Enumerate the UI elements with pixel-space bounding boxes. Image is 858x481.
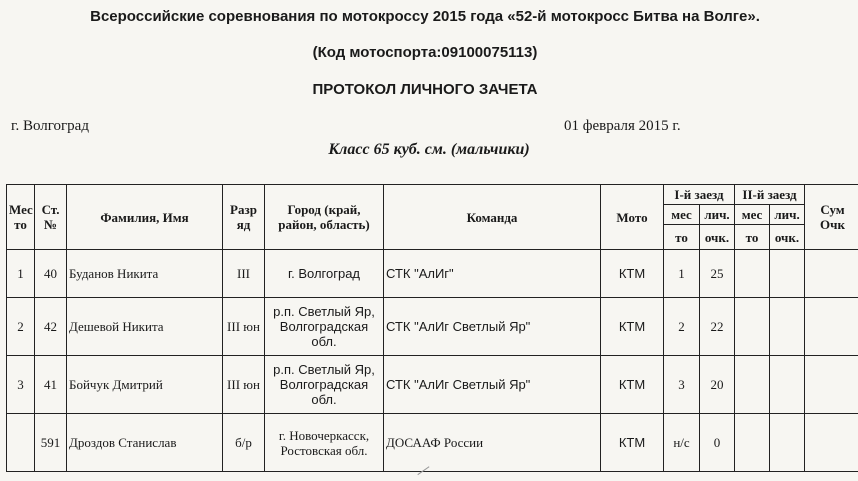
- cell-moto: КТМ: [601, 298, 664, 356]
- cell-city: г. Волгоград: [265, 250, 384, 298]
- cell-bib: 591: [35, 414, 67, 472]
- table-header: [7, 185, 858, 250]
- cell-moto: КТМ: [601, 250, 664, 298]
- cell-r2-points: [770, 356, 805, 414]
- cell-bib: 42: [35, 298, 67, 356]
- protocol-heading: ПРОТОКОЛ ЛИЧНОГО ЗАЧЕТА: [312, 81, 538, 98]
- cell-name: Дешевой Никита: [67, 298, 223, 356]
- cell-rank: III юн: [223, 298, 265, 356]
- cell-name: Буданов Никита: [67, 250, 223, 298]
- cell-team: ДОСААФ России: [384, 414, 601, 472]
- cell-r2-points: [770, 298, 805, 356]
- cell-sum: [805, 414, 858, 472]
- cell-r2-place: [735, 414, 770, 472]
- cell-place: 2: [7, 298, 35, 356]
- table-row: [7, 250, 858, 298]
- results-table: [6, 184, 858, 472]
- col-race-2-points-2: очк.: [770, 225, 805, 250]
- cell-r1-points: 22: [700, 298, 735, 356]
- document-title: Всероссийские соревнования по мотокроссу 2015 года «52-й мотокросс Битва на Волге».: [90, 8, 760, 25]
- col-race-2-place-2: то: [735, 225, 770, 250]
- cell-team: СТК "АлИг Светлый Яр": [384, 356, 601, 414]
- cell-sum: [805, 298, 858, 356]
- cell-r1-place: 3: [664, 356, 700, 414]
- cell-r2-place: [735, 250, 770, 298]
- col-moto: Мото: [601, 185, 664, 250]
- cell-bib: 41: [35, 356, 67, 414]
- cell-r2-place: [735, 298, 770, 356]
- cell-r1-place: 2: [664, 298, 700, 356]
- cell-place: 1: [7, 250, 35, 298]
- cell-r1-points: 0: [700, 414, 735, 472]
- col-race-1-place-2: то: [664, 225, 700, 250]
- cell-place: 3: [7, 356, 35, 414]
- cell-city: р.п. Светлый Яр, Волгоградская обл.: [265, 298, 384, 356]
- col-bib: Ст. №: [35, 185, 67, 250]
- cell-moto: КТМ: [601, 414, 664, 472]
- table-row: [7, 414, 858, 472]
- cell-r1-place: н/с: [664, 414, 700, 472]
- cell-team: СТК "АлИг Светлый Яр": [384, 298, 601, 356]
- col-city: Город (край, район, область): [265, 185, 384, 250]
- event-date: 01 февраля 2015 г.: [564, 118, 681, 134]
- cell-rank: б/р: [223, 414, 265, 472]
- cell-rank: III: [223, 250, 265, 298]
- cell-r1-place: 1: [664, 250, 700, 298]
- col-rank: Разр яд: [223, 185, 265, 250]
- cell-r1-points: 25: [700, 250, 735, 298]
- col-race-1-points: лич.: [700, 205, 735, 225]
- col-race-2-place: мес: [735, 205, 770, 225]
- sport-code: (Код мотоспорта:09100075113): [312, 44, 538, 61]
- cell-city: г. Новочеркасск, Ростовская обл.: [265, 414, 384, 472]
- cell-sum: [805, 250, 858, 298]
- class-title: Класс 65 куб. см. (мальчики): [328, 141, 530, 158]
- cell-r2-points: [770, 250, 805, 298]
- cell-team: СТК "АлИг": [384, 250, 601, 298]
- col-name: Фамилия, Имя: [67, 185, 223, 250]
- cell-city: р.п. Светлый Яр, Волгоградская обл.: [265, 356, 384, 414]
- cell-sum: [805, 356, 858, 414]
- table-row: [7, 356, 858, 414]
- col-race-2: II-й заезд: [735, 185, 805, 205]
- cell-bib: 40: [35, 250, 67, 298]
- col-race-1-points-2: очк.: [700, 225, 735, 250]
- col-sum: Сум Очк: [805, 185, 858, 250]
- cell-moto: КТМ: [601, 356, 664, 414]
- col-team: Команда: [384, 185, 601, 250]
- cell-name: Дроздов Станислав: [67, 414, 223, 472]
- cell-place: [7, 414, 35, 472]
- col-place: Мес то: [7, 185, 35, 250]
- event-city: г. Волгоград: [11, 118, 89, 134]
- cell-r2-place: [735, 356, 770, 414]
- col-race-2-points: лич.: [770, 205, 805, 225]
- cell-r1-points: 20: [700, 356, 735, 414]
- col-race-1-place: мес: [664, 205, 700, 225]
- cell-r2-points: [770, 414, 805, 472]
- cell-name: Бойчук Дмитрий: [67, 356, 223, 414]
- cell-rank: III юн: [223, 356, 265, 414]
- table-row: [7, 298, 858, 356]
- col-race-1: I-й заезд: [664, 185, 735, 205]
